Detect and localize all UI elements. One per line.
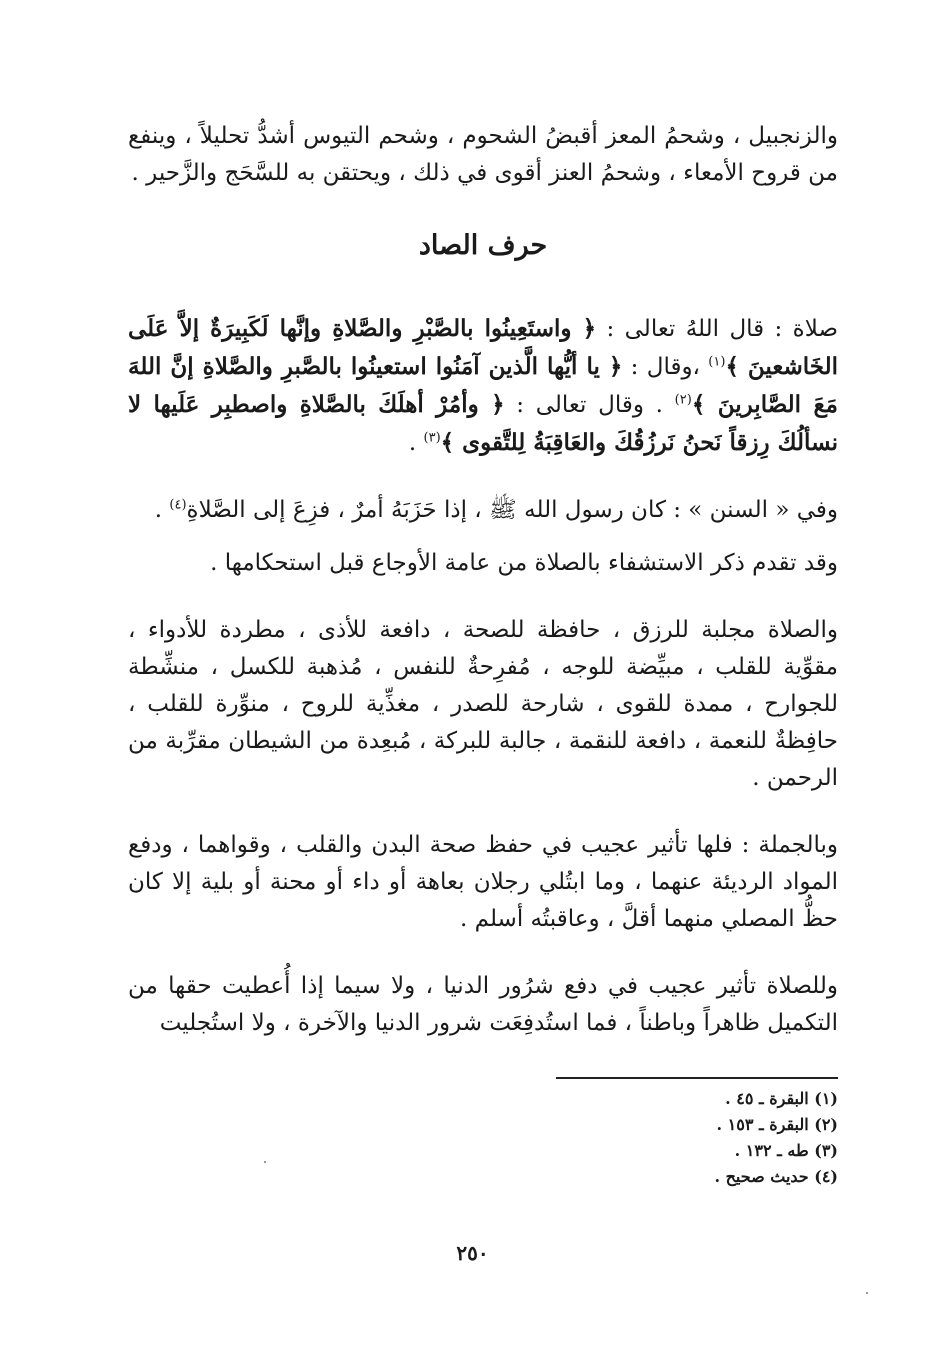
footnotes xyxy=(538,1086,838,1190)
salah-text-a: صلاة : قال اللهُ تعالى : xyxy=(596,316,838,342)
footnote-ref-2[interactable]: (٢) xyxy=(674,392,692,408)
scan-speck xyxy=(866,1292,868,1294)
sunan-text-a: وفي « السنن » : كان رسول الله ﷺ ، إذا حَزَبَهُ أمرٌ ، فزِعَ إلى الصَّلاةِ xyxy=(186,497,838,523)
dunya-paragraph: وللصلاة تأثير عجيب في دفع شرُور الدنيا ، ولا سيما إذا أُعطيت حقها من التكميل ظاهراً وباطناً ، فما استُدفِعَت شرور الدنيا والآخرة ، ولا استُجليت xyxy=(128,973,838,1036)
scan-speck xyxy=(264,1161,266,1163)
footnote-ref-1[interactable]: (١) xyxy=(708,354,726,370)
quran-verse-1: ﴿ واستَعِينُوا بالصَّبْرِ والصَّلاةِ وإنَّها لَكَبِيرَةٌ إلاَّ عَلَى الخَاشعينَ ﴾ xyxy=(128,315,838,380)
quran-verse-3: ﴿ وأمُرْ أهلَكَ بالصَّلاةِ واصطبِر عَلَيها لا نسألُكَ رِزقاً نَحنُ نَرزُقُكَ والعَاقِبَةُ لِلتَّقوى ﴾ xyxy=(128,391,838,456)
footnote-ref-3[interactable]: (٣) xyxy=(423,430,441,446)
sunan-paragraph xyxy=(128,492,838,529)
benefits-paragraph: والصلاة مجلبة للرزق ، حافظة للصحة ، دافعة للأذى ، مطردة للأدواء ، مقوِّية للقلب ، مبيِّضة للوجه ، مُفرِحةٌ للنفس ، مُذهبة للكسل ، منشِّطة للجوارح ، ممدة للقوى ، شارحة للصدر ، مغذِّية للروح ، منوِّرة للقلب ، حافِظةٌ للنعمة ، دافعة للنقمة ، جالبة للبركة ، مُبعِدة من الشيطان مقرِّبة من الرحمن . xyxy=(128,617,838,791)
salah-paragraph xyxy=(128,310,838,462)
footnote-4: (٤) حديث صحيح . xyxy=(714,1167,838,1186)
footnote-ref-4[interactable]: (٤) xyxy=(169,497,187,513)
section-heading: حرف الصاد xyxy=(418,230,548,261)
istishfa-paragraph: وقد تقدم ذكر الاستشفاء بالصلاة من عامة الأوجاع قبل استحكامها . xyxy=(210,550,838,576)
footnote-divider xyxy=(556,1077,838,1079)
intro-paragraph: والزنجبيل ، وشحمُ المعز أقبضُ الشحوم ، وشحم التيوس أشدُّ تحليلاً ، وينفع من قروح الأمعاء ، وشحمُ العنز أقوى في ذلك ، ويحتقن به للسَّحَج والزَّحير . xyxy=(128,123,838,186)
salah-text-c: . وقال تعالى : xyxy=(504,392,675,418)
page-body xyxy=(128,118,838,1042)
footnote-2: (٢) البقرة ـ ١٥٣ . xyxy=(716,1115,838,1134)
quran-verse-2: ﴿ يا أيُّها الَّذين آمَنُوا استعينُوا بالصَّبرِ والصَّلاةِ إنَّ اللهَ مَعَ الصَّابِرينَ ﴾ xyxy=(128,353,839,418)
footnote-3: (٣) طه ـ ١٣٢ . xyxy=(734,1141,838,1160)
jumla-paragraph: وبالجملة : فلها تأثير عجيب في حفظ صحة البدن والقلب ، وقواهما ، ودفع المواد الرديئة عنهما ، وما ابتُلي رجلان بعاهة أو داء أو محنة أو بلية إلا كان حظُّ المصلي منهما أقلَّ ، وعاقبتُه أسلم . xyxy=(128,832,838,932)
salah-text-b: ،وقال : xyxy=(622,354,709,380)
page-number: ٢٥٠ xyxy=(456,1241,489,1265)
sunan-text-b: . xyxy=(154,497,170,523)
salah-text-d: . xyxy=(408,430,424,456)
footnote-1: (١) البقرة ـ ٤٥ . xyxy=(725,1089,838,1108)
